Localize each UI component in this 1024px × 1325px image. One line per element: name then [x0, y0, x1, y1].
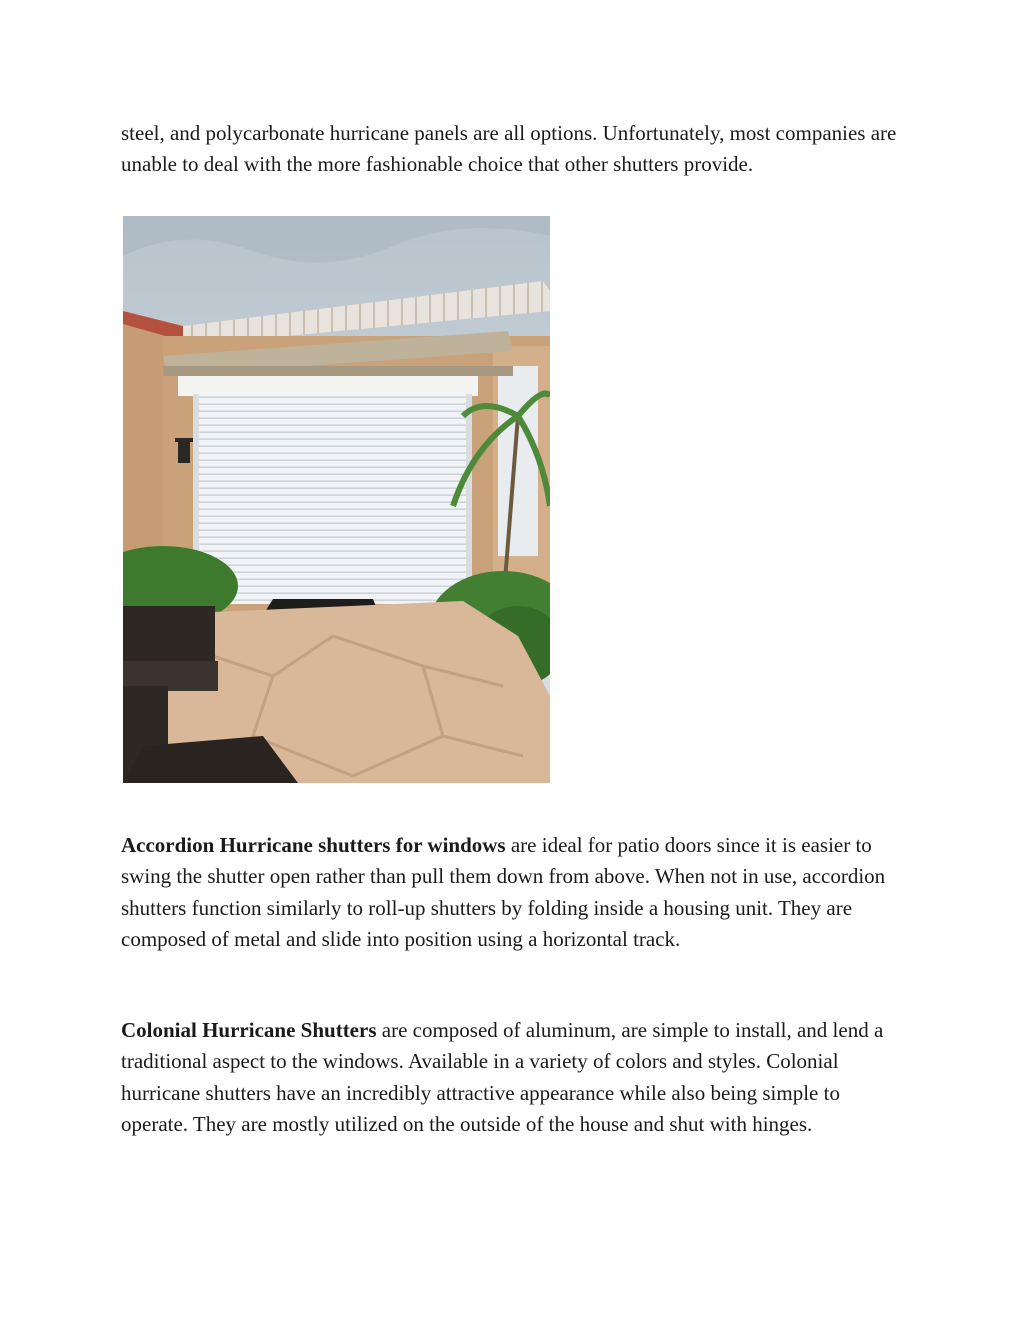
document-page [121, 118, 911, 181]
accordion-paragraph [121, 830, 911, 955]
accordion-text: are ideal for patio doors since it is easier to swing the shutter open rather than pull them down from above. When not in use, accordion shutters function similarly to roll-up shutters by folding inside a housing unit. They are composed of metal and slide into position using a horizontal track. [121, 833, 886, 951]
intro-text: steel, and polycarbonate hurricane panels are all options. Unfortunately, most companies are unable to deal with the more fashionable choice that other shutters provide. [121, 121, 897, 177]
colonial-heading: Colonial Hurricane Shutters [121, 1018, 377, 1042]
colonial-text: are composed of aluminum, are simple to install, and lend a traditional aspect to the windows. Available in a variety of colors and styles. Colonial hurricane shutters have an incredibly attractive appearance while also being simple to operate. They are mostly utilized on the outside of the house and shut with hinges. [121, 1018, 884, 1136]
house-shutter-illustration [123, 216, 550, 783]
colonial-paragraph [121, 1015, 911, 1140]
accordion-section [121, 830, 911, 955]
colonial-section [121, 1015, 911, 1140]
shutter-photo [123, 216, 550, 783]
accordion-heading: Accordion Hurricane shutters for windows [121, 833, 506, 857]
intro-paragraph [121, 118, 911, 181]
